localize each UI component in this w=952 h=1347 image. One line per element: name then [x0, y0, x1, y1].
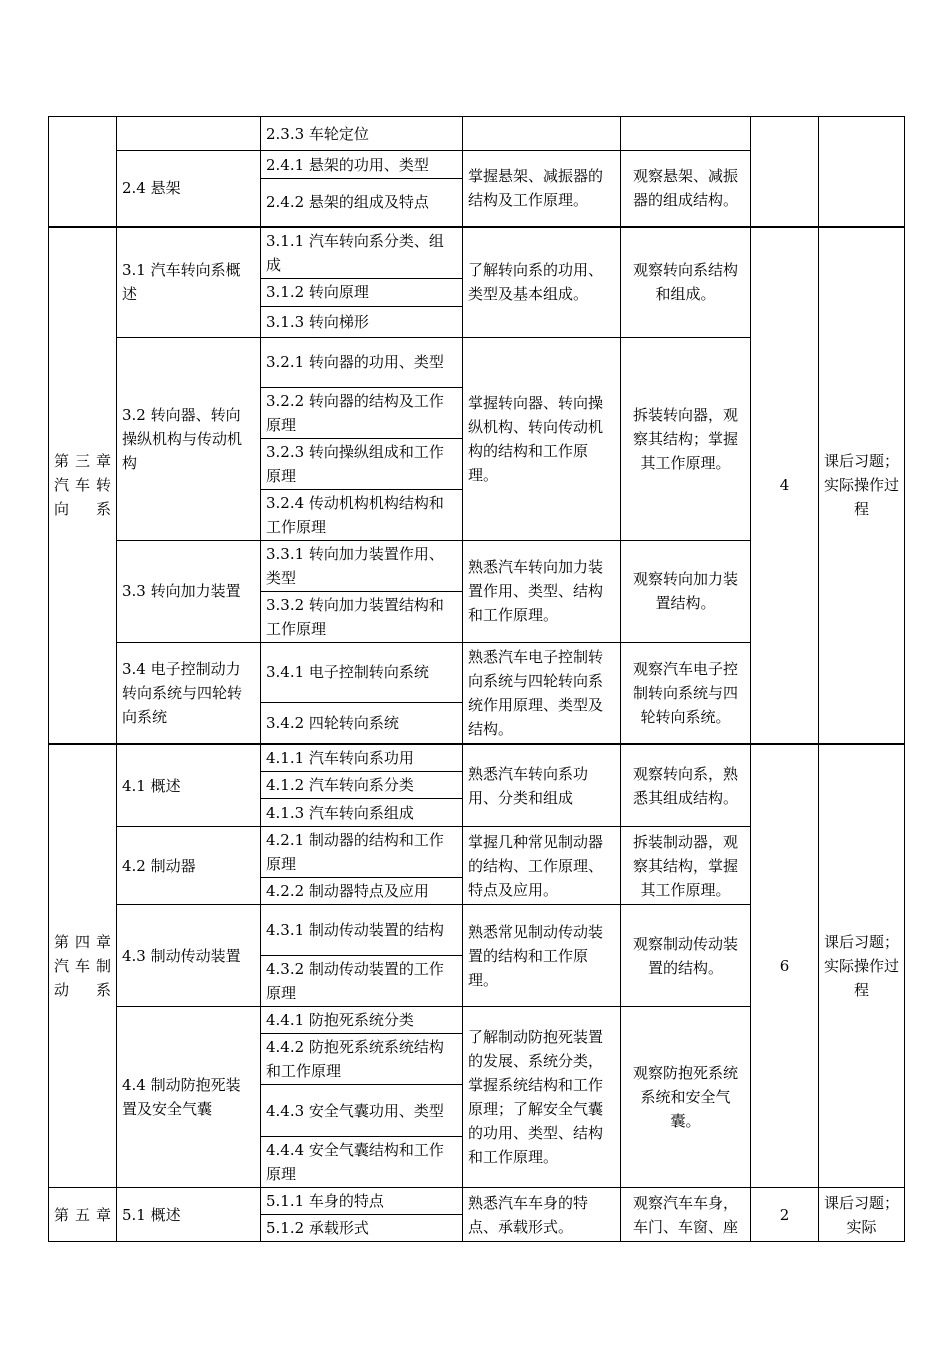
practice-cell: 观察汽车电子控制转向系统与四轮转向系统。	[621, 642, 751, 744]
objective-cell: 掌握转向器、转向操纵机构、转向传动机构的结构和工作原理。	[463, 337, 621, 540]
item-cell: 4.4.3 安全气囊功用、类型	[261, 1085, 463, 1137]
practice-cell	[621, 117, 751, 151]
objective-cell: 熟悉汽车车身的特点、承载形式。	[463, 1188, 621, 1242]
item-cell: 3.4.2 四轮转向系统	[261, 702, 463, 744]
objective-cell: 熟悉汽车转向加力装置作用、类型、结构和工作原理。	[463, 540, 621, 642]
chapter-cell: 第四章汽车制动系	[49, 744, 117, 1188]
item-cell: 3.2.2 转向器的结构及工作原理	[261, 387, 463, 438]
curriculum-table	[48, 116, 905, 1242]
item-cell: 4.4.4 安全气囊结构和工作原理	[261, 1137, 463, 1188]
objective-cell: 了解制动防抱死装置的发展、系统分类，掌握系统结构和工作原理；了解安全气囊的功用、类型、结构和工作原理。	[463, 1007, 621, 1188]
item-cell: 3.3.1 转向加力装置作用、类型	[261, 540, 463, 591]
item-cell: 4.1.1 汽车转向系功用	[261, 744, 463, 772]
section-cell: 3.3 转向加力装置	[117, 540, 261, 642]
objective-cell: 熟悉汽车电子控制转向系统与四轮转向系统作用原理、类型及结构。	[463, 642, 621, 744]
item-cell: 3.2.4 传动机构机构结构和工作原理	[261, 489, 463, 540]
chapter-cell: 第三章汽车转向系	[49, 227, 117, 745]
item-cell: 4.3.2 制动传动装置的工作原理	[261, 956, 463, 1007]
item-cell: 2.3.3 车轮定位	[261, 117, 463, 151]
item-cell: 4.1.2 汽车转向系分类	[261, 772, 463, 799]
item-cell: 3.2.1 转向器的功用、类型	[261, 337, 463, 387]
assessment-cell: 课后习题；实际操作过程	[819, 744, 905, 1188]
section-cell: 3.4 电子控制动力转向系统与四轮转向系统	[117, 642, 261, 744]
hours-cell: 2	[751, 1188, 819, 1242]
table-row	[49, 744, 905, 772]
section-cell: 4.4 制动防抱死装置及安全气囊	[117, 1007, 261, 1188]
objective-cell: 熟悉常见制动传动装置的结构和工作原理。	[463, 905, 621, 1007]
item-cell: 4.1.3 汽车转向系组成	[261, 799, 463, 827]
section-cell: 3.1 汽车转向系概述	[117, 227, 261, 338]
practice-cell: 观察转向系，熟悉其组成结构。	[621, 744, 751, 827]
item-cell: 3.1.1 汽车转向系分类、组成	[261, 227, 463, 279]
item-cell: 5.1.1 车身的特点	[261, 1188, 463, 1215]
assessment-cell: 课后习题；实际操作过程	[819, 227, 905, 745]
table-row	[49, 227, 905, 279]
item-cell: 3.4.1 电子控制转向系统	[261, 642, 463, 702]
practice-cell: 观察转向加力装置结构。	[621, 540, 751, 642]
item-cell: 5.1.2 承载形式	[261, 1215, 463, 1242]
practice-cell: 拆装制动器，观察其结构，掌握其工作原理。	[621, 827, 751, 905]
objective-cell	[463, 117, 621, 151]
section-cell: 2.4 悬架	[117, 151, 261, 227]
hours-cell	[751, 117, 819, 227]
objective-cell: 熟悉汽车转向系功用、分类和组成	[463, 744, 621, 827]
item-cell: 3.1.2 转向原理	[261, 278, 463, 306]
item-cell: 4.4.2 防抱死系统系统结构和工作原理	[261, 1034, 463, 1085]
item-cell: 4.3.1 制动传动装置的结构	[261, 905, 463, 956]
item-cell: 3.3.2 转向加力装置结构和工作原理	[261, 591, 463, 642]
item-cell: 2.4.2 悬架的组成及特点	[261, 179, 463, 227]
section-cell: 4.3 制动传动装置	[117, 905, 261, 1007]
table-row	[49, 117, 905, 151]
section-cell: 3.2 转向器、转向操纵机构与传动机构	[117, 337, 261, 540]
hours-cell: 6	[751, 744, 819, 1188]
objective-cell: 掌握几种常见制动器的结构、工作原理、特点及应用。	[463, 827, 621, 905]
practice-cell: 观察制动传动装置的结构。	[621, 905, 751, 1007]
hours-cell: 4	[751, 227, 819, 745]
practice-cell: 观察防抱死系统系统和安全气囊。	[621, 1007, 751, 1188]
item-cell: 4.2.1 制动器的结构和工作原理	[261, 827, 463, 878]
practice-cell: 拆装转向器，观察其结构；掌握其工作原理。	[621, 337, 751, 540]
item-cell: 4.2.2 制动器特点及应用	[261, 878, 463, 905]
item-cell: 2.4.1 悬架的功用、类型	[261, 151, 463, 179]
practice-cell: 观察转向系结构和组成。	[621, 227, 751, 338]
assessment-cell	[819, 117, 905, 227]
chapter-cell: 第五章	[49, 1188, 117, 1242]
section-cell: 5.1 概述	[117, 1188, 261, 1242]
item-cell: 3.1.3 转向梯形	[261, 306, 463, 337]
section-cell: 4.1 概述	[117, 744, 261, 827]
section-cell	[117, 117, 261, 151]
chapter-cell	[49, 117, 117, 227]
assessment-cell: 课后习题；实际	[819, 1188, 905, 1242]
practice-cell: 观察悬架、减振器的组成结构。	[621, 151, 751, 227]
item-cell: 3.2.3 转向操纵组成和工作原理	[261, 438, 463, 489]
practice-cell: 观察汽车车身，车门、车窗、座	[621, 1188, 751, 1242]
objective-cell: 掌握悬架、减振器的结构及工作原理。	[463, 151, 621, 227]
table-row	[49, 1188, 905, 1215]
item-cell: 4.4.1 防抱死系统分类	[261, 1007, 463, 1034]
objective-cell: 了解转向系的功用、类型及基本组成。	[463, 227, 621, 338]
section-cell: 4.2 制动器	[117, 827, 261, 905]
